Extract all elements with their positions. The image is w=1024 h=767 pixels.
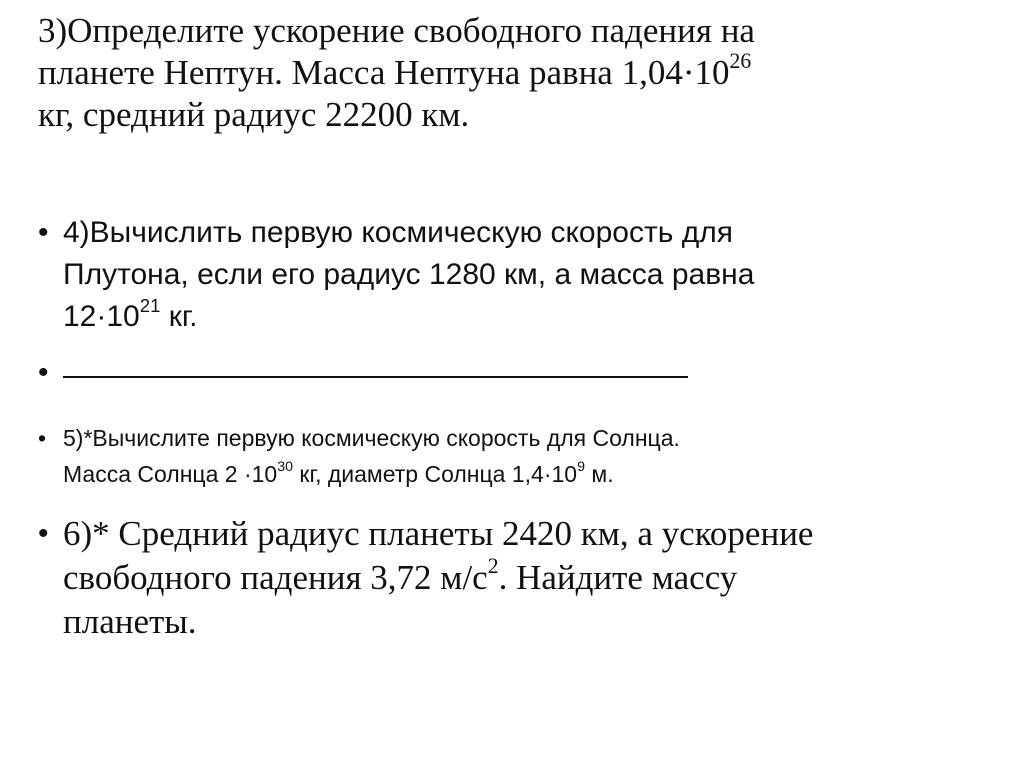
bullet-icon: •	[38, 356, 49, 389]
problem-3-line-2	[38, 49, 998, 94]
problem-4-line-3	[63, 296, 993, 338]
problem-5-diameter-text: кг, диаметр Солнца 1,4·10	[293, 461, 578, 487]
problem-6-line-3: планеты.	[63, 602, 197, 641]
bullet-icon: •	[38, 425, 47, 451]
problem-6-line-2	[63, 556, 993, 600]
problem-6-gravity-text: свободного падения 3,72 м/с	[63, 558, 488, 597]
problem-6-line-1: 6)* Средний радиус планеты 2420 км, а ускорение	[63, 514, 814, 553]
problem-3-line-1: 3)Определите ускорение свободного падения на	[38, 11, 755, 50]
problem-6-unit-exponent: 2	[487, 554, 499, 579]
problem-4-mass-text: 12·10	[63, 300, 140, 333]
bullet-icon: •	[38, 216, 49, 249]
problem-4-mass-unit: кг.	[160, 300, 198, 333]
bullet-icon: •	[38, 517, 49, 550]
problem-5-diameter-unit: м.	[585, 461, 614, 487]
problem-3-line-3: кг, средний радиус 22200 км.	[38, 95, 470, 134]
problem-5-mass-text: Масса Солнца 2 ·10	[63, 461, 278, 487]
problem-4-mass-exponent: 21	[139, 295, 161, 317]
problem-5-mass-exponent: 30	[277, 459, 294, 476]
separator-line	[63, 376, 688, 378]
problem-5-line-2	[63, 456, 993, 492]
problem-4-line-2: Плутона, если его радиус 1280 км, а масса равна	[63, 258, 755, 291]
problem-5-diameter-exponent: 9	[577, 459, 586, 476]
problem-4-line-1: 4)Вычислить первую космическую скорость для	[63, 216, 733, 249]
problem-5-line-1: 5)*Вычислите первую космическую скорость для Солнца.	[63, 425, 680, 451]
problem-3	[38, 10, 998, 136]
problem-6-question-text: . Найдите массу	[498, 558, 738, 597]
problem-3-mass-exponent: 26	[729, 49, 752, 74]
problem-3-mass-text: планете Нептун. Масса Нептуна равна 1,04·10	[38, 53, 730, 92]
